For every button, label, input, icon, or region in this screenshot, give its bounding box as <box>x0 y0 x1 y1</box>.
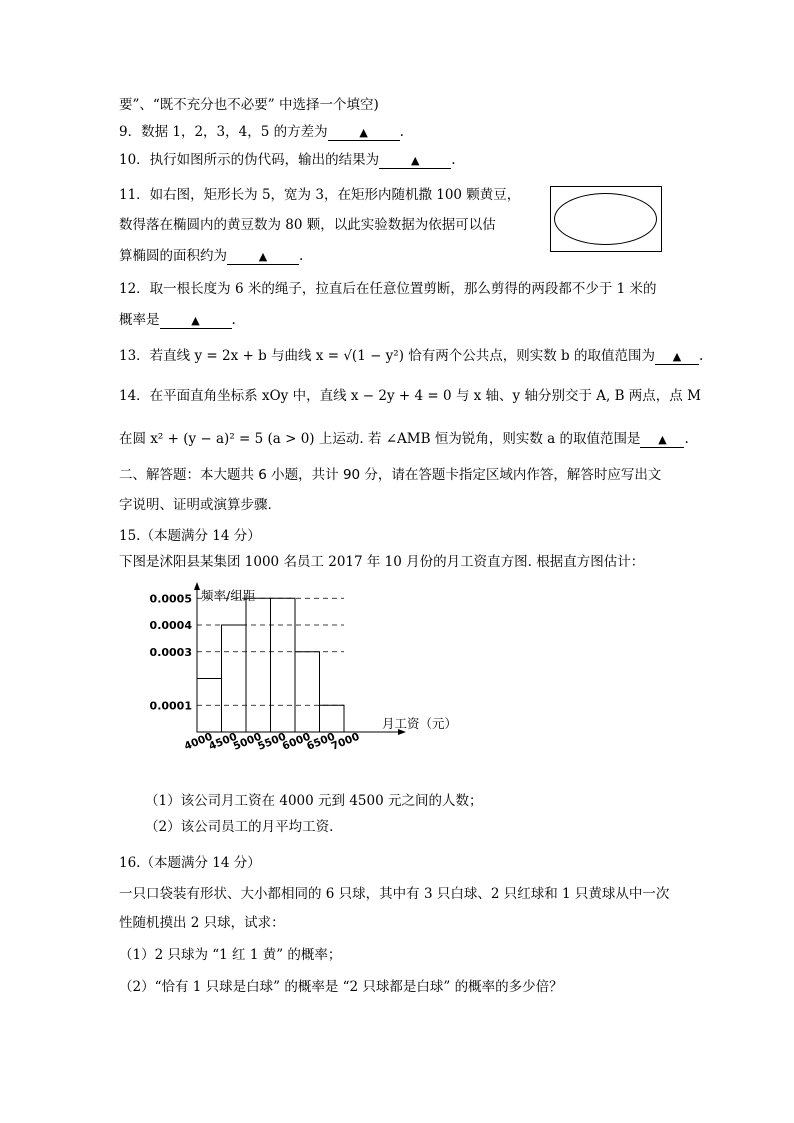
ellipse-shape <box>554 193 657 245</box>
question-16-line1: 一只口袋装有形状、大小都相同的 6 只球，其中有 3 只白球、2 只红球和 1 只黄球从中一次 <box>119 886 670 902</box>
x-tick-label: 4000 <box>182 730 215 753</box>
wage-histogram <box>140 580 470 790</box>
question-15-sub2: （2）该公司员工的月平均工资. <box>145 819 334 835</box>
y-tick-label: 0.0005 <box>149 592 192 606</box>
question-14-line2: 在圆 x² + (y − a)² = 5 (a > 0) 上运动. 若 ∠AMB 恒为锐角，则实数 a 的取值范围是 ▲ . <box>119 431 689 447</box>
answer-blank[interactable]: ▲ <box>227 250 299 265</box>
histogram-bar <box>246 598 271 732</box>
y-axis-label: 频率/组距 <box>201 588 256 603</box>
y-tick-label: 0.0001 <box>149 699 192 713</box>
answer-blank[interactable]: ▲ <box>160 314 232 329</box>
question-11-line2: 数得落在椭圆内的黄豆数为 80 颗，以此实验数据为依据可以估 <box>119 217 496 233</box>
question-9: 9．数据 1，2，3，4，5 的方差为 ▲ . <box>119 124 404 140</box>
y-axis-arrow <box>194 582 200 590</box>
x-tick-label: 4500 <box>207 730 239 753</box>
x-axis-label: 月工资（元） <box>382 716 458 731</box>
question-14-line1: 14．在平面直角坐标系 xOy 中，直线 x − 2y + 4 = 0 与 x 轴、y 轴分别交于 A, B 两点，点 M <box>119 388 701 404</box>
histogram-bar <box>295 652 320 732</box>
question-16-sub1: （1）2 只球为 “1 红 1 黄” 的概率； <box>119 947 342 963</box>
histogram-bar <box>271 598 296 732</box>
histogram-bar <box>320 705 345 732</box>
rectangle-ellipse-figure <box>550 186 662 252</box>
question-16-header: 16.（本题满分 14 分） <box>119 855 261 871</box>
q8-tail: 要”、“既不充分也不必要” 中选择一个填空) <box>119 97 379 113</box>
question-11-line3: 算椭圆的面积约为 ▲ . <box>119 248 304 264</box>
x-tick-label: 5000 <box>231 730 264 753</box>
y-tick-label: 0.0004 <box>149 619 192 632</box>
question-16-sub2: （2）“恰有 1 只球是白球” 的概率是 “2 只球都是白球” 的概率的多少倍？ <box>119 979 563 995</box>
answer-blank[interactable]: ▲ <box>379 154 451 169</box>
section-2-heading-line1: 二、解答题：本大题共 6 小题，共计 90 分，请在答题卡指定区域内作答，解答时应写出文 <box>119 467 662 483</box>
histogram-bar <box>222 625 247 732</box>
question-16-line2: 性随机摸出 2 只球，试求： <box>119 915 285 931</box>
question-10: 10．执行如图所示的伪代码，输出的结果为 ▲ . <box>119 152 456 168</box>
question-15-stem: 下图是沭阳县某集团 1000 名员工 2017 年 10 月份的月工资直方图. 根据直方图估计： <box>119 554 645 570</box>
question-12-line1: 12．取一根长度为 6 米的绳子，拉直后在任意位置剪断，那么剪得的两段都不少于 1 米的 <box>119 281 657 297</box>
x-tick-label: 6000 <box>280 730 313 753</box>
answer-blank[interactable]: ▲ <box>655 350 699 365</box>
question-13: 13．若直线 y = 2x + b 与曲线 x = √(1 − y²) 恰有两个公共点，则实数 b 的取值范围为 ▲ . <box>119 348 704 364</box>
question-15-header: 15.（本题满分 14 分） <box>119 528 261 544</box>
x-tick-label: 6500 <box>305 730 337 753</box>
x-tick-label: 7000 <box>329 730 362 753</box>
x-tick-label: 5500 <box>256 730 288 753</box>
y-tick-label: 0.0003 <box>149 645 192 659</box>
answer-blank[interactable]: ▲ <box>640 433 684 448</box>
section-2-heading-line2: 字说明、证明或演算步骤. <box>119 497 272 513</box>
question-11-line1: 11．如右图，矩形长为 5，宽为 3，在矩形内随机撒 100 颗黄豆， <box>119 187 521 203</box>
answer-blank[interactable]: ▲ <box>328 126 400 141</box>
question-15-sub1: （1）该公司月工资在 4000 元到 4500 元之间的人数； <box>145 793 483 809</box>
question-12-line2: 概率是 ▲ . <box>119 312 236 328</box>
